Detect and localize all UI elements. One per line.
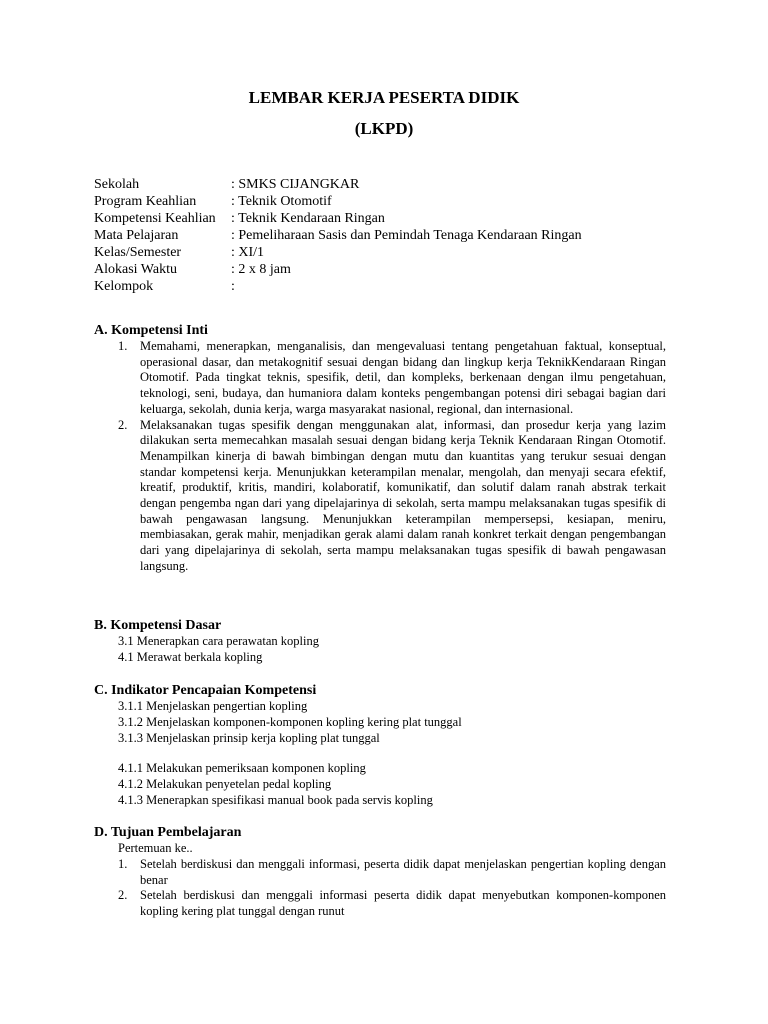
info-value: : SMKS CIJANGKAR [231,177,360,192]
item-text: Setelah berdiskusi dan menggali informasi, peserta didik dapat menjelaskan pengertian kopling dengan benar [140,857,666,887]
item-number: 1. [118,339,128,353]
info-label: Kompetensi Keahlian [94,211,216,226]
section-b-list [118,634,319,666]
item-number: 1. [118,857,128,871]
section-c-group-1 [118,699,462,747]
item-text: Setelah berdiskusi dan menggali informasi peserta didik dapat menyebutkan komponen-komponen kopling kering plat tunggal dengan runut [140,888,666,919]
item-text: Melaksanakan tugas spesifik dengan menggunakan alat, informasi, dan prosedur kerja yang lazim dilakukan serta memecahkan masalah sesuai dengan bidang kerja Teknik Kendaraan Ringan Otomotif. Menampilkan kinerja di bawah bimbingan dengan mutu dan kuantitas yang terukur sesuai dengan standar kompetensi kerja. Menunjukkan keterampilan menalar, mengolah, dan menyaji secara efektif, kreatif, produktif, kritis, mandiri, kolaboratif, komunikatif, dan solutif dalam ranah abstrak terkait dengan pengemba ngan dari yang dipelajarinya di sekolah, serta mampu melaksanakan tugas spesifik di bawah pengawasan langsung. Menunjukkan keterampilan mempersepsi, kesiapan, meniru, membiasakan, gerak mahir, menjadikan gerak alami dalam ranah konkret terkait dengan pengembangan dari yang dipelajarinya di sekolah, serta mampu melaksanakan tugas spesifik di bawah pengawasan langsung. [140,417,666,573]
list-item: 4.1.3 Menerapkan spesifikasi manual book pada servis kopling [118,792,433,807]
list-item: 3.1.1 Menjelaskan pengertian kopling [118,699,308,713]
meeting-label: Pertemuan ke.. [118,841,193,855]
list-item: 4.1.2 Melakukan penyetelan pedal kopling [118,776,332,791]
info-value: : Teknik Kendaraan Ringan [231,211,385,226]
list-item: 4.1 Merawat berkala kopling [118,649,263,664]
info-label: Program Keahlian [94,194,197,209]
info-value: : 2 x 8 jam [231,262,291,277]
section-c-group-2 [118,761,433,809]
section-b-heading: B. Kompetensi Dasar [94,618,222,633]
info-value: : Pemeliharaan Sasis dan Pemindah Tenaga Kendaraan Ringan [231,228,582,243]
info-value: : Teknik Otomotif [231,194,332,209]
item-number: 2. [118,888,128,903]
section-a-heading: A. Kompetensi Inti [94,323,208,338]
section-d-intro [118,841,193,857]
item-number: 2. [118,417,128,432]
list-item: 3.1.2 Menjelaskan komponen-komponen kopling kering plat tunggal [118,714,462,729]
info-label: Kelas/Semester [94,245,182,260]
info-label: Sekolah [94,177,140,192]
list-item [118,339,666,418]
list-item [118,857,666,888]
item-text: Memahami, menerapkan, menganalisis, dan mengevaluasi tentang pengetahuan faktual, konseptual, operasional dasar, dan metakognitif sesuai dengan bidang dan lingkup kerja TeknikKendaraan Ringan Otomotif. Pada tingkat teknis, spesifik, detil, dan kompleks, berkenaan dengan ilmu pengetahuan, teknologi, seni, budaya, dan humaniora dalam konteks pengembangan potensi diri sebagai bagian dari keluarga, sekolah, dunia kerja, warga masyarakat nasional, regional, dan internasional. [140,339,666,416]
info-label: Mata Pelajaran [94,228,179,243]
info-label: Kelompok [94,279,154,294]
info-label: Alokasi Waktu [94,262,177,277]
section-d-list [118,857,666,920]
section-d-heading: D. Tujuan Pembelajaran [94,825,242,840]
section-c-heading: C. Indikator Pencapaian Kompetensi [94,683,317,698]
list-item: 3.1 Menerapkan cara perawatan kopling [118,634,319,648]
info-value: : [231,279,235,294]
info-value: : XI/1 [231,245,265,260]
section-a-list [118,339,666,575]
document-title: LEMBAR KERJA PESERTA DIDIK [248,88,520,107]
list-item: 4.1.1 Melakukan pemeriksaan komponen kopling [118,761,366,775]
list-item [118,418,666,575]
document-subtitle: (LKPD) [354,119,414,138]
list-item: 3.1.3 Menjelaskan prinsip kerja kopling plat tunggal [118,730,380,745]
list-item [118,888,666,919]
